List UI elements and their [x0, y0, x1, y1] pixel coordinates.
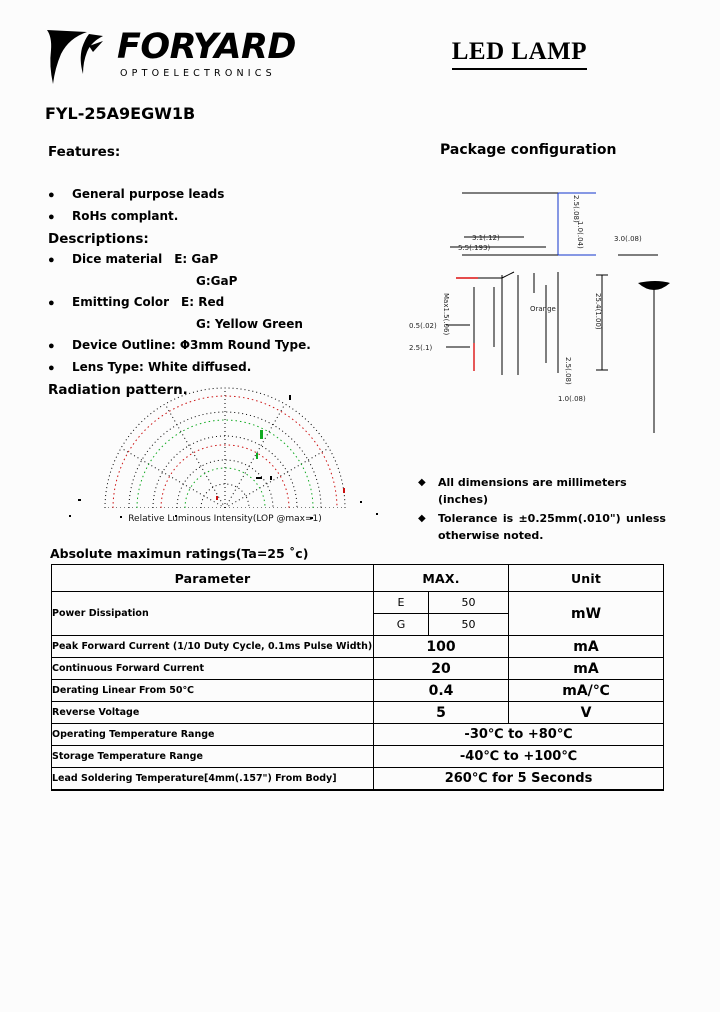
cell-unit: mA	[509, 658, 664, 680]
dimension-label: 2.5(.08)	[564, 357, 572, 385]
table-header-row	[52, 565, 664, 592]
note-tolerance	[438, 510, 666, 544]
bullet-icon: ●	[48, 362, 55, 374]
dimension-label: 1.0(.08)	[558, 395, 586, 403]
desc-continuation: G: Yellow Green	[196, 317, 303, 331]
cell-sub-key: G	[374, 614, 429, 636]
radiation-pattern-heading: Radiation pattern.	[48, 382, 188, 398]
bullet-icon: ●	[48, 340, 55, 352]
note-word: unless	[625, 512, 666, 525]
cell-unit: mA/℃	[509, 680, 664, 702]
foryard-logo-icon	[45, 28, 107, 86]
page-header	[45, 26, 675, 96]
list-item	[48, 206, 388, 228]
brand-name: FORYARD	[117, 27, 296, 67]
list-item	[48, 292, 388, 314]
diamond-bullet-icon: ◆	[418, 513, 426, 524]
dimension-label: 3.0(.08)	[614, 235, 642, 243]
feature-label: General purpose leads	[72, 187, 225, 201]
dimension-label: 3.1(.12)	[472, 234, 500, 242]
column-header-unit: Unit	[509, 565, 664, 592]
cell-parameter: Reverse Voltage	[52, 702, 374, 724]
list-item	[418, 474, 680, 508]
description-emitting-color	[72, 292, 224, 313]
cell-sub-key: E	[374, 592, 429, 614]
dimension-label: 2.5(.1)	[409, 344, 433, 352]
list-item	[48, 335, 388, 357]
package-configuration-heading: Package configuration	[440, 142, 617, 158]
bullet-icon: ●	[48, 297, 55, 309]
cell-value: 5	[374, 702, 509, 724]
cell-parameter: Continuous Forward Current	[52, 658, 374, 680]
table-row	[52, 746, 664, 768]
cell-unit: mW	[509, 592, 664, 636]
brand-tagline: OPTOELECTRONICS	[120, 68, 276, 79]
dimension-label: 2.5(.08)	[572, 195, 580, 223]
desc-value: E: Red	[181, 295, 225, 309]
radiation-pattern-caption: Relative Luminous Intensity(LOP @max=1)	[128, 514, 322, 524]
list-item	[48, 184, 388, 206]
cell-span-value: 260℃ for 5 Seconds	[374, 768, 664, 791]
desc-label: Emitting Color	[72, 295, 170, 309]
table-row	[52, 680, 664, 702]
dimension-label: 25.4(1.00)	[594, 293, 602, 330]
table-row	[52, 768, 664, 791]
list-item	[418, 510, 680, 544]
company-logo	[45, 26, 345, 88]
diamond-bullet-icon: ◆	[418, 477, 426, 488]
table-row	[52, 702, 664, 724]
note-word: is	[502, 512, 514, 525]
cell-parameter: Peak Forward Current (1/10 Duty Cycle, 0.1ms Pulse Width)	[52, 636, 374, 658]
cell-sub-value: 50	[429, 592, 509, 614]
absolute-maximum-ratings-table	[51, 564, 664, 791]
cell-parameter: Power Dissipation	[52, 592, 374, 636]
desc-continuation: G:GaP	[196, 274, 238, 288]
dimension-label: Max1.5(.06)	[442, 293, 450, 336]
document-title: LED LAMP	[452, 38, 587, 70]
cell-value: 0.4	[374, 680, 509, 702]
cell-unit: V	[509, 702, 664, 724]
features-section	[48, 142, 388, 400]
dimension-label: 5.5(.193)	[458, 244, 491, 252]
dimension-label: 1.0(.04)	[576, 221, 584, 249]
cell-parameter: Derating Linear From 50℃	[52, 680, 374, 702]
list-item	[48, 249, 388, 271]
note-tolerance-line2: otherwise noted.	[438, 529, 544, 542]
note-dimensions: All dimensions are millimeters (inches)	[438, 476, 627, 506]
cell-unit: mA	[509, 636, 664, 658]
bullet-icon: ●	[48, 254, 55, 266]
description-device-outline: Device Outline: Φ3mm Round Type.	[72, 338, 311, 352]
package-notes	[418, 474, 680, 546]
cell-value: 20	[374, 658, 509, 680]
note-word: Tolerance	[438, 512, 498, 525]
note-word: ±0.25mm(.010")	[518, 512, 621, 525]
logo-wordmark	[117, 28, 296, 80]
dimension-label: 0.5(.02)	[409, 322, 437, 330]
column-header-parameter: Parameter	[52, 565, 374, 592]
cell-value: 100	[374, 636, 509, 658]
bullet-icon: ●	[48, 189, 55, 201]
cell-parameter: Lead Soldering Temperature[4mm(.157") From Body]	[52, 768, 374, 791]
package-configuration-drawing	[406, 175, 680, 465]
desc-value: E: GaP	[174, 252, 219, 266]
table-row	[52, 658, 664, 680]
cell-sub-value: 50	[429, 614, 509, 636]
part-number: FYL-25A9EGW1B	[45, 104, 196, 123]
descriptions-heading: Descriptions:	[48, 231, 149, 247]
column-header-max: MAX.	[374, 565, 509, 592]
description-lens-type: Lens Type: White diffused.	[72, 360, 252, 374]
cell-parameter: Operating Temperature Range	[52, 724, 374, 746]
cell-span-value: -40℃ to +100℃	[374, 746, 664, 768]
bullet-icon: ●	[48, 211, 55, 223]
ratings-table-title: Absolute maximun ratings(Ta=25 ˚c)	[50, 546, 309, 561]
radiation-pattern-chart	[60, 375, 390, 530]
table-row	[52, 636, 664, 658]
description-dice-material	[72, 249, 218, 270]
dimension-label: Orange	[530, 305, 556, 313]
cell-span-value: -30℃ to +80℃	[374, 724, 664, 746]
features-heading: Features:	[48, 144, 121, 160]
table-row	[52, 724, 664, 746]
desc-label: Dice material	[72, 252, 163, 266]
table-row	[52, 592, 664, 614]
feature-label: RoHs complant.	[72, 209, 179, 223]
cell-parameter: Storage Temperature Range	[52, 746, 374, 768]
